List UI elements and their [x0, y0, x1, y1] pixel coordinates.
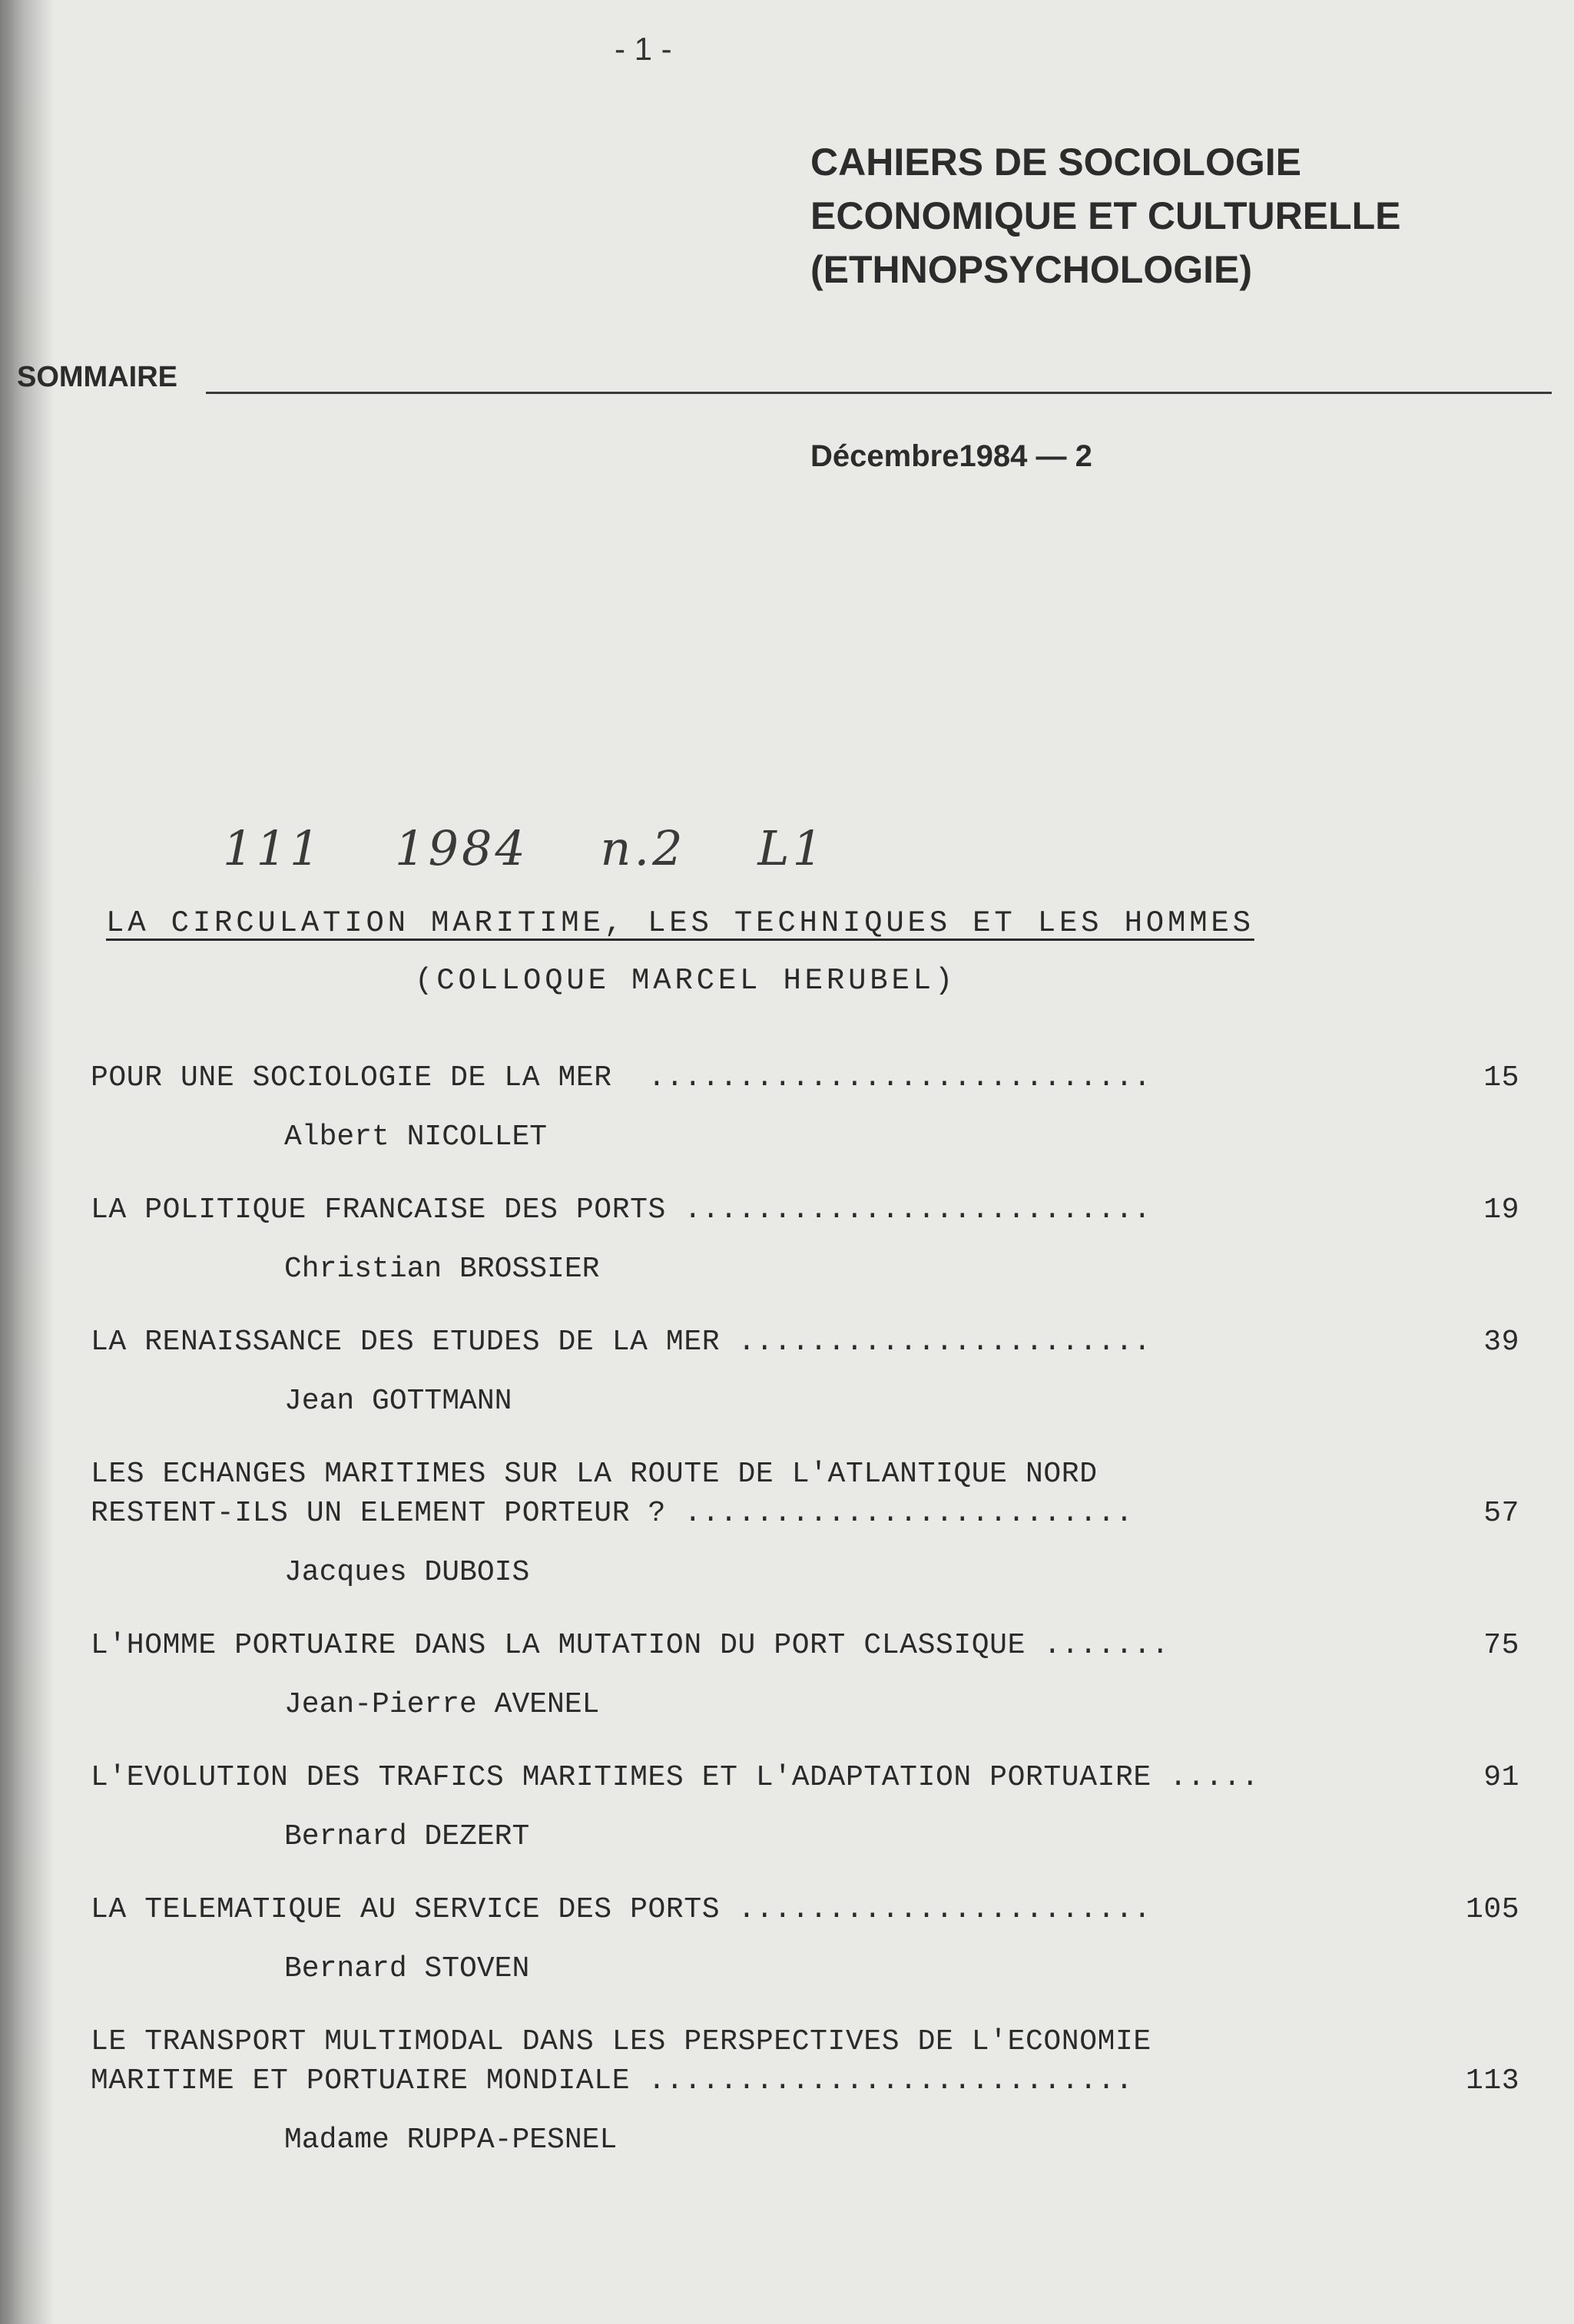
toc-author: Jean GOTTMANN [284, 1385, 512, 1418]
toc-author: Jean-Pierre AVENEL [284, 1688, 600, 1721]
toc-entry[interactable] [91, 2022, 1520, 2160]
toc-title-line: L'HOMME PORTUAIRE DANS LA MUTATION DU PORT CLASSIQUE ....... [91, 1629, 1170, 1662]
issue-date: Décembre1984 — 2 [810, 439, 1092, 473]
toc-title-line: LA TELEMATIQUE AU SERVICE DES PORTS ....................... [91, 1893, 1152, 1926]
toc-entry-title [91, 1455, 1512, 1494]
toc-page-number: 15 [1483, 1061, 1519, 1094]
toc-title-line: L'EVOLUTION DES TRAFICS MARITIMES ET L'ADAPTATION PORTUAIRE ..... [91, 1761, 1260, 1794]
toc-author: Bernard STOVEN [284, 1952, 530, 1985]
toc-title-line: LES ECHANGES MARITIMES SUR LA ROUTE DE L'ATLANTIQUE NORD [91, 1458, 1098, 1491]
toc-title-line: LA RENAISSANCE DES ETUDES DE LA MER ....................... [91, 1326, 1152, 1359]
section-title: LA CIRCULATION MARITIME, LES TECHNIQUES ET LES HOMMES [106, 906, 1254, 940]
journal-title [810, 135, 1540, 296]
toc-page-number: 113 [1466, 2064, 1520, 2097]
toc-entry-title [91, 1058, 1519, 1097]
toc-title-line: LA POLITIQUE FRANCAISE DES PORTS .......................... [91, 1193, 1152, 1227]
toc-author: Jacques DUBOIS [284, 1556, 530, 1589]
toc-entry[interactable] [91, 1323, 1519, 1421]
toc-entry[interactable] [91, 1758, 1519, 1856]
toc-entry[interactable] [91, 1890, 1520, 1988]
toc-page-number: 105 [1466, 1893, 1520, 1926]
toc-title-line: RESTENT-ILS UN ELEMENT PORTEUR ? ......................... [91, 1497, 1134, 1530]
toc-entry-title [91, 2022, 1512, 2061]
toc-page-number: 57 [1483, 1497, 1519, 1530]
toc-page-number: 19 [1483, 1193, 1519, 1227]
toc-entry-title [91, 1758, 1519, 1797]
toc-page-number: 39 [1483, 1326, 1519, 1359]
journal-title-line: (ETHNOPSYCHOLOGIE) [810, 248, 1253, 291]
toc-entry[interactable] [91, 1058, 1519, 1157]
toc-page-number: 91 [1483, 1761, 1519, 1794]
toc-author: Madame RUPPA-PESNEL [284, 2124, 618, 2157]
toc-page-number: 75 [1483, 1629, 1519, 1662]
toc-entry-title [91, 1190, 1519, 1230]
toc-entry[interactable] [91, 1190, 1519, 1289]
toc-entry-title [91, 1626, 1519, 1665]
journal-title-line: CAHIERS DE SOCIOLOGIE [810, 141, 1301, 184]
section-subtitle: (COLLOQUE MARCEL HERUBEL) [415, 964, 957, 998]
table-of-contents [91, 1058, 1520, 2193]
toc-author: Christian BROSSIER [284, 1253, 600, 1286]
toc-title-line: LE TRANSPORT MULTIMODAL DANS LES PERSPECTIVES DE L'ECONOMIE [91, 2025, 1152, 2058]
handwritten-note: 111 1984 n.2 L1 [223, 820, 826, 876]
toc-entry-title [91, 1890, 1520, 1929]
page-number: - 1 - [615, 31, 672, 67]
toc-entry[interactable] [91, 1455, 1519, 1592]
page-edge-shadow [0, 0, 54, 2324]
journal-title-line: ECONOMIQUE ET CULTURELLE [810, 194, 1401, 237]
toc-author: Bernard DEZERT [284, 1820, 530, 1853]
toc-title-line: POUR UNE SOCIOLOGIE DE LA MER ............................ [91, 1061, 1152, 1094]
toc-title-line: MARITIME ET PORTUAIRE MONDIALE ........................... [91, 2064, 1134, 2097]
toc-entry-title [91, 1494, 1519, 1533]
toc-entry-title [91, 1323, 1519, 1362]
sommaire-label: SOMMAIRE [17, 361, 177, 393]
toc-entry-title [91, 2061, 1520, 2101]
toc-author: Albert NICOLLET [284, 1121, 548, 1154]
toc-entry[interactable] [91, 1626, 1519, 1724]
sommaire-rule [206, 392, 1552, 394]
